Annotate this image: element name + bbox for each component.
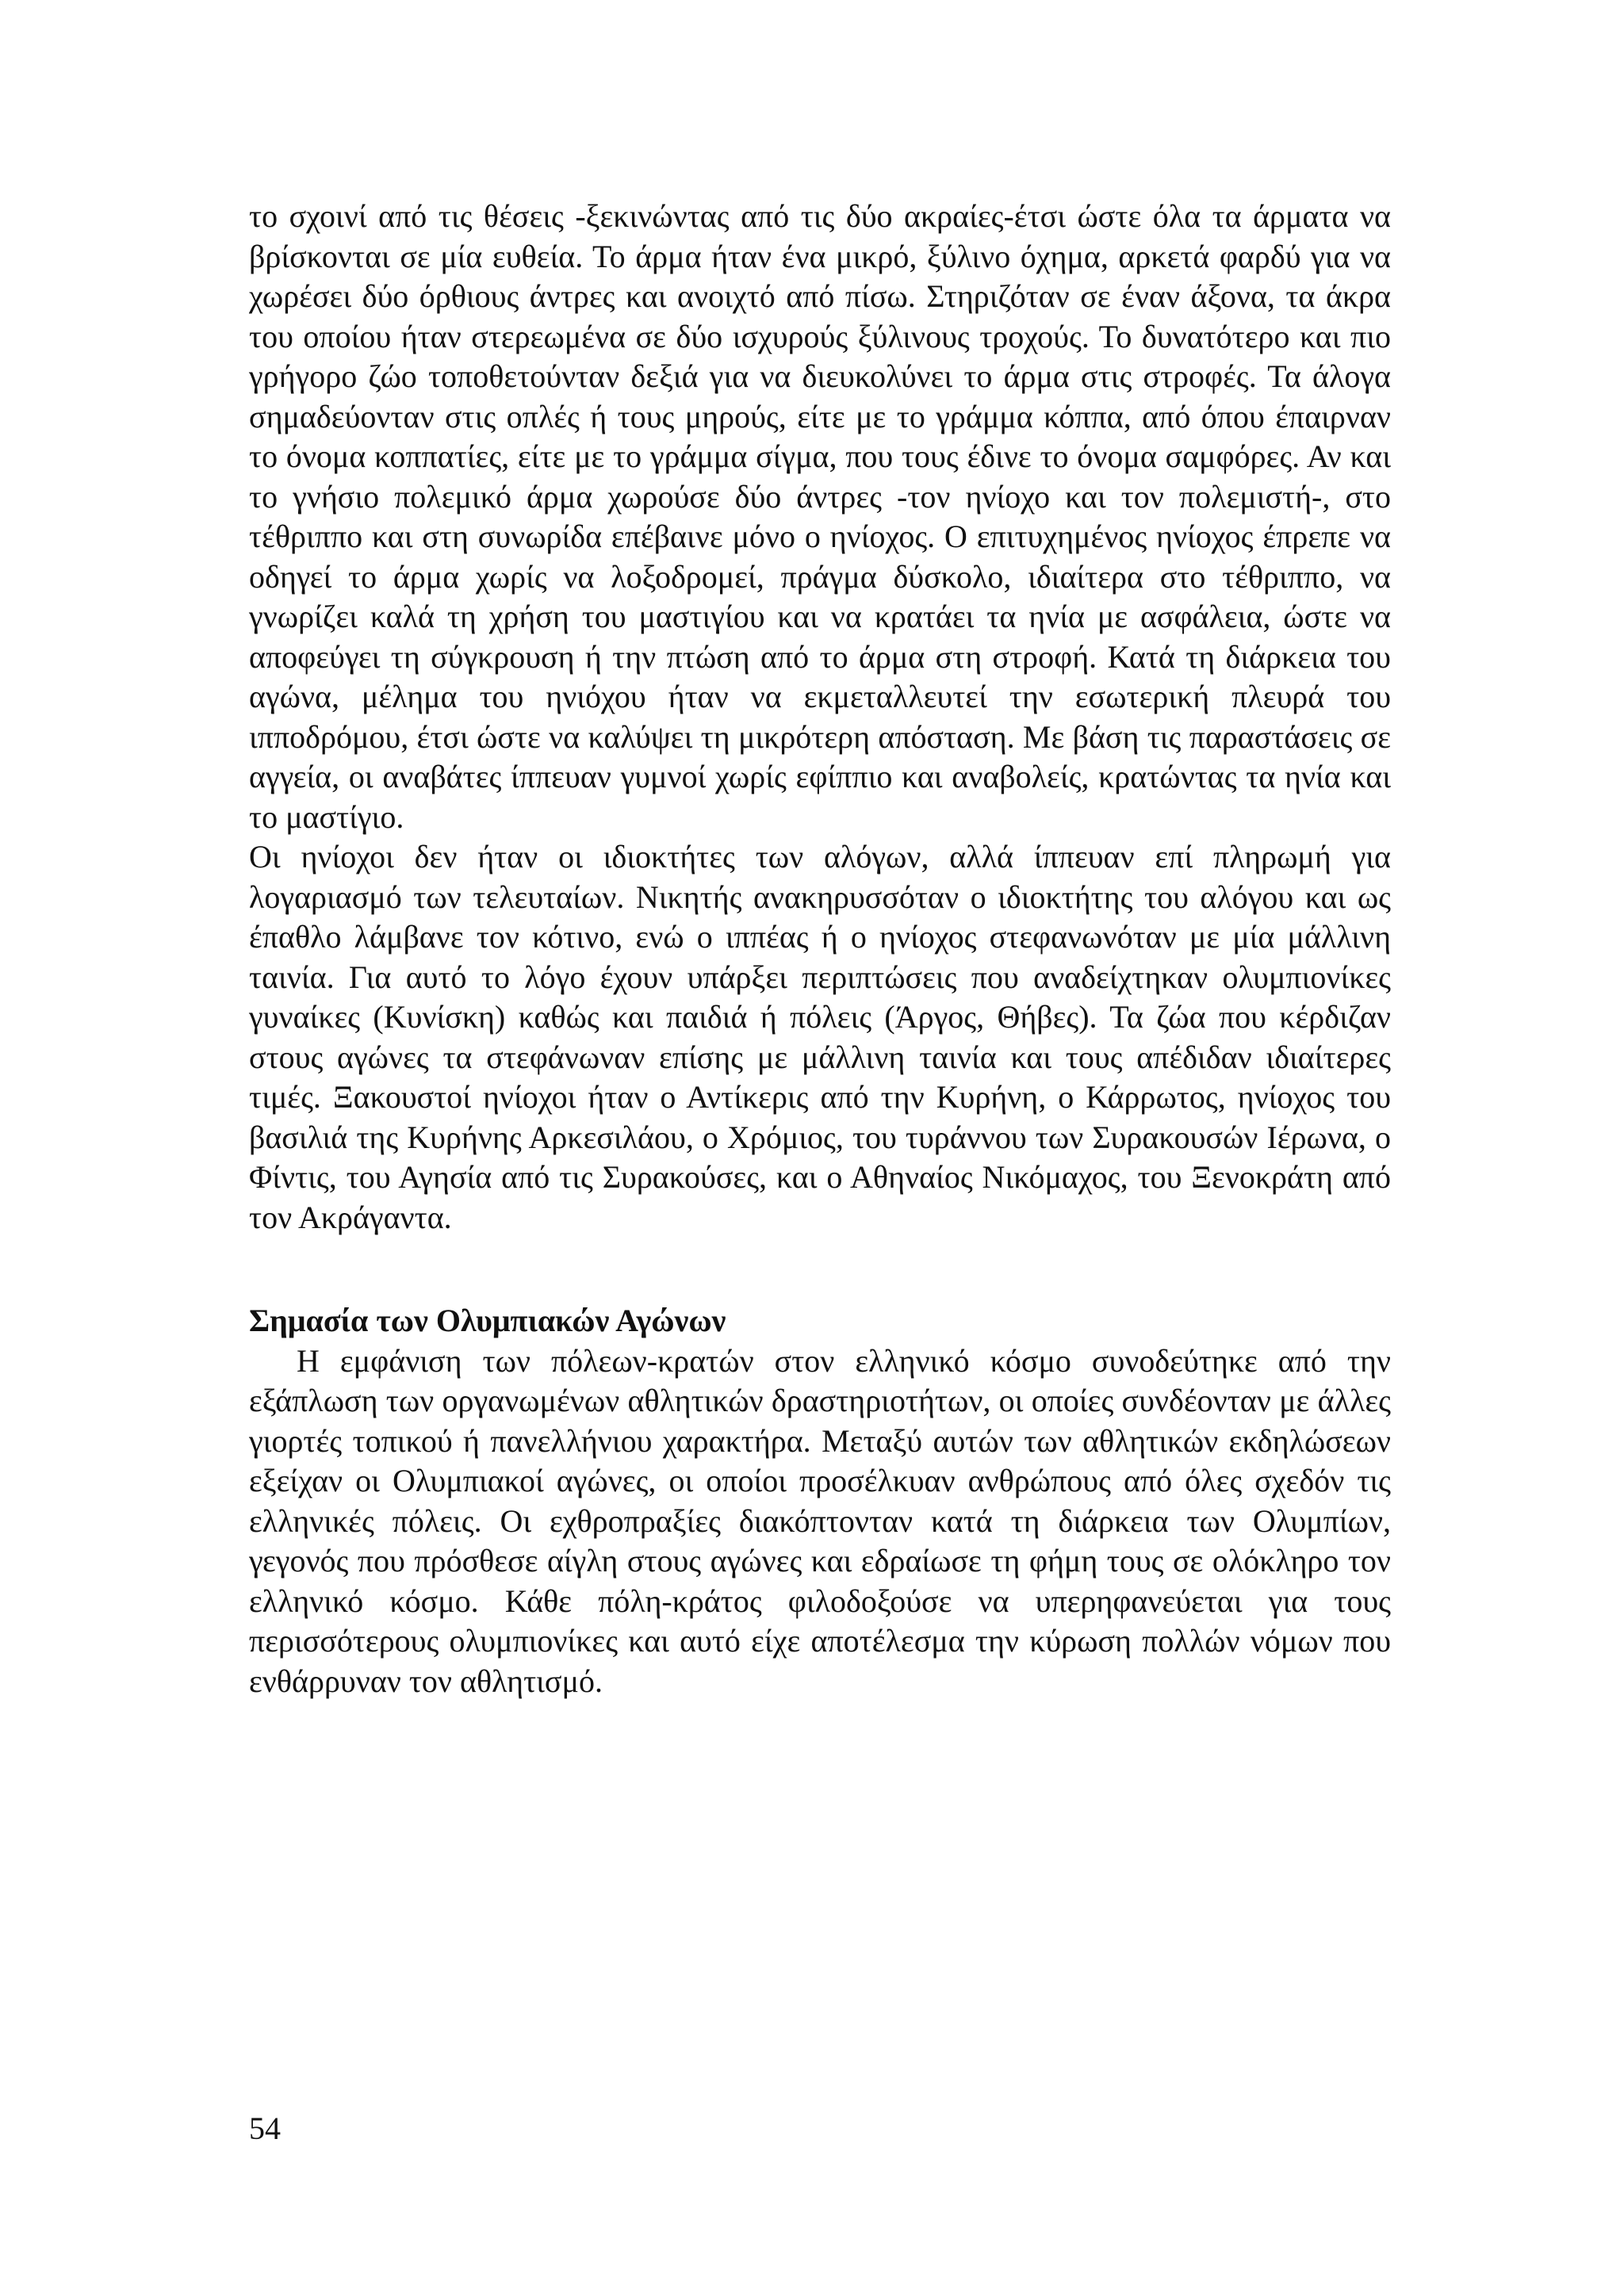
section-spacer — [249, 1238, 1391, 1301]
paragraph-charioteers: Οι ηνίοχοι δεν ήταν οι ιδιοκτήτες των αλόγων, αλλά ίππευαν επί πληρωμή για λογαριασμό των τελευταίων. Νικητής ανακηρυσσόταν ο ιδιοκτήτης του αλόγου και ως έπαθλο λάμβανε τον κότινο, ενώ ο ιππέας ή ο ηνίοχος στεφανωνόταν με μία μάλλινη ταινία. Για αυτό το λόγο έχουν υπάρξει περιπτώσεις που αναδείχτηκαν ολυμπιονίκες γυναίκες (Κυνίσκη) καθώς και παιδιά ή πόλεις (Άργος, Θήβες). Τα ζώα που κέρδιζαν στους αγώνες τα στεφάνωναν επίσης με μάλλινη ταινία και τους απέδιδαν ιδιαίτερες τιμές. Ξακουστοί ηνίοχοι ήταν ο Αντίκερις από την Κυρήνη, ο Κάρρωτος, ηνίοχος του βασιλιά της Κυρήνης Αρκεσιλάου, ο Χρόμιος, του τυράννου των Συρακουσών Ιέρωνα, ο Φίντις, του Αγησία από τις Συρακούσες, και ο Αθηναίος Νικόμαχος, του Ξενοκράτη από τον Ακράγαντα. — [249, 839, 1391, 1235]
paragraph-significance: Η εμφάνιση των πόλεων-κρατών στον ελληνικό κόσμο συνοδεύτηκε από την εξάπλωση των οργανωμένων αθλητικών δραστηριοτήτων, οι οποίες συνδέονταν με άλλες γιορτές τοπικού ή πανελλήνιου χαρακτήρα. Μεταξύ αυτών των αθλητικών εκδηλώσεων εξείχαν οι Ολυμπιακοί αγώνες, οι οποίοι προσέλκυαν ανθρώπους από όλες σχεδόν τις ελληνικές πόλεις. Οι εχθροπραξίες διακόπτονταν κατά τη διάρκεια των Ολυμπίων, γεγονός που πρόσθεσε αίγλη στους αγώνες και εδραίωσε τη φήμη τους σε ολόκληρο τον ελληνικό κόσμο. Κάθε πόλη-κράτος φιλοδοξούσε να υπερηφανεύεται για τους περισσότερους ολυμπιονίκες και αυτό είχε αποτέλεσμα την κύρωση πολλών νόμων που ενθάρρυναν τον αθλητισμό. — [249, 1342, 1391, 1699]
body-text-column — [249, 197, 1391, 1701]
section-heading: Σημασία των Ολυμπιακών Αγώνων — [249, 1303, 726, 1338]
page-number: 54 — [249, 2110, 281, 2146]
paragraph-chariot-description: το σχοινί από τις θέσεις -ξεκινώντας από τις δύο ακραίες-έτσι ώστε όλα τα άρματα να βρίσκονται σε μία ευθεία. Το άρμα ήταν ένα μικρό, ξύλινο όχημα, αρκετά φαρδύ για να χωρέσει δύο όρθιους άντρες και ανοιχτό από πίσω. Στηριζόταν σε έναν άξονα, τα άκρα του οποίου ήταν στερεωμένα σε δύο ισχυρούς ξύλινους τροχούς. Το δυνατότερο και πιο γρήγορο ζώο τοποθετούνταν δεξιά για να διευκολύνει το άρμα στις στροφές. Τα άλογα σημαδεύονταν στις οπλές ή τους μηρούς, είτε με το γράμμα κόππα, από όπου έπαιρναν το όνομα κοππατίες, είτε με το γράμμα σίγμα, που τους έδινε το όνομα σαμφόρες. Αν και το γνήσιο πολεμικό άρμα χωρούσε δύο άντρες -τον ηνίοχο και τον πολεμιστή-, στο τέθριππο και στη συνωρίδα επέβαινε μόνο ο ηνίοχος. Ο επιτυχημένος ηνίοχος έπρεπε να οδηγεί το άρμα χωρίς να λοξοδρομεί, πράγμα δύσκολο, ιδιαίτερα στο τέθριππο, να γνωρίζει καλά τη χρήση του μαστιγίου και να κρατάει τα ηνία με ασφάλεια, ώστε να αποφεύγει τη σύγκρουση ή την πτώση από το άρμα στη στροφή. Κατά τη διάρκεια του αγώνα, μέλημα του ηνιόχου ήταν να εκμεταλλευτεί την εσωτερική πλευρά του ιπποδρόμου, έτσι ώστε να καλύψει τη μικρότερη απόσταση. Με βάση τις παραστάσεις σε αγγεία, οι αναβάτες ίππευαν γυμνοί χωρίς εφίππιο και αναβολείς, κρατώντας τα ηνία και το μαστίγιο. — [249, 198, 1391, 835]
